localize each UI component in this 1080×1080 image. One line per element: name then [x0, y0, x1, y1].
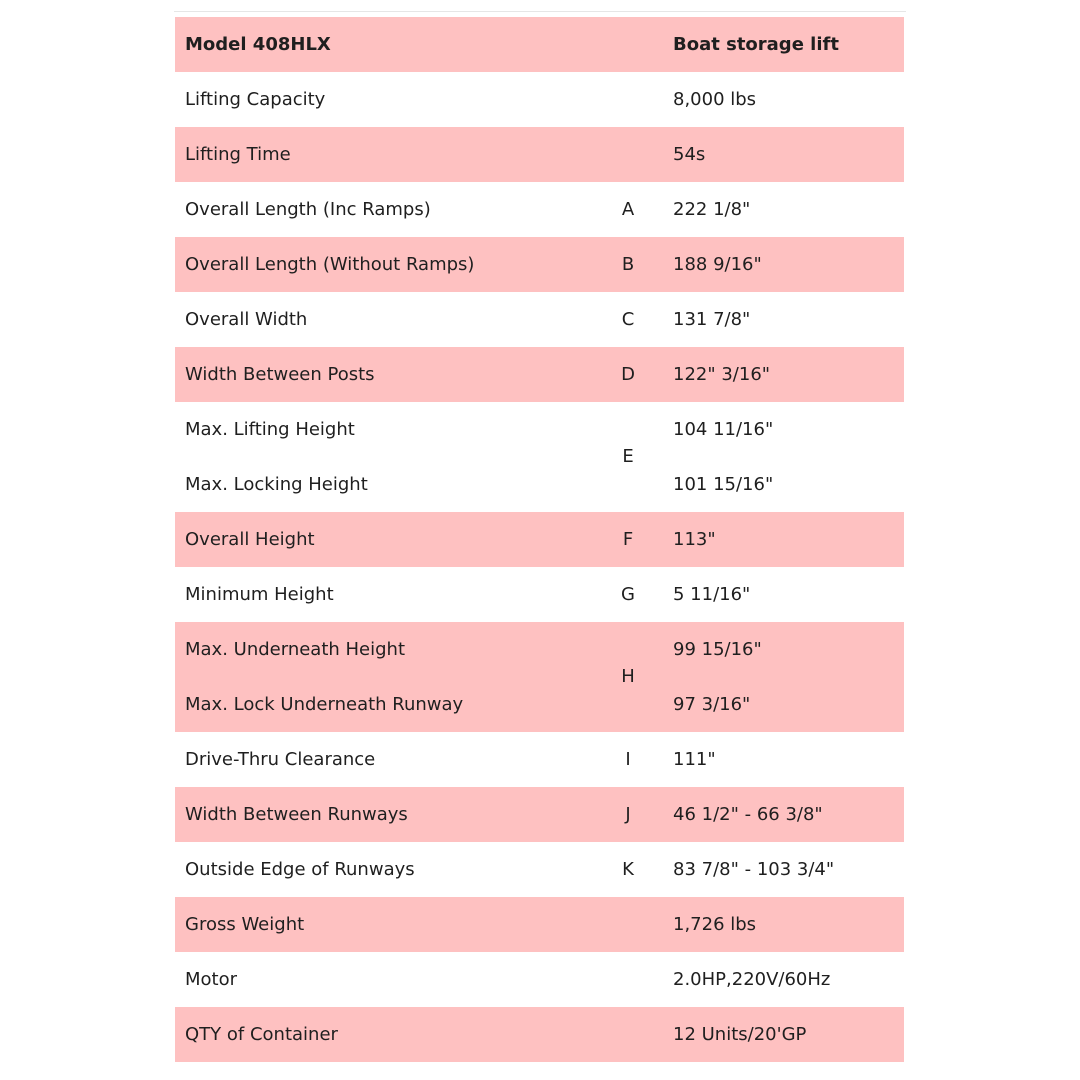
row-code: [593, 1007, 663, 1062]
row-code: I: [625, 748, 631, 770]
row-label: Motor: [185, 968, 238, 990]
row-value: 2.0HP,220V/60Hz: [673, 968, 831, 990]
table-header-row: [175, 17, 904, 72]
header-model: Model 408HLX: [175, 17, 593, 72]
row-code: [593, 127, 663, 182]
row-code: F: [593, 512, 663, 567]
row-label: Minimum Height: [185, 583, 334, 605]
table-row: [175, 237, 904, 292]
table-row: [175, 787, 904, 842]
row-label: Drive-Thru Clearance: [185, 748, 376, 770]
table-row: [175, 512, 904, 567]
table-row: [175, 952, 904, 1007]
row-code: D: [593, 347, 663, 402]
row-label: Width Between Posts: [175, 347, 593, 402]
row-value: 104 11/16": [673, 418, 774, 440]
row-label: Max. Lock Underneath Runway: [175, 677, 593, 732]
row-code: [593, 72, 663, 127]
row-label: Outside Edge of Runways: [185, 858, 415, 880]
row-code: K: [622, 858, 634, 880]
row-value: 1,726 lbs: [663, 897, 904, 952]
row-code: J: [593, 787, 663, 842]
table-row: [175, 732, 904, 787]
table-row: [175, 292, 904, 347]
row-value: 101 15/16": [673, 473, 774, 495]
row-label: QTY of Container: [175, 1007, 593, 1062]
row-value: 131 7/8": [673, 308, 751, 330]
row-label: Lifting Capacity: [185, 88, 326, 110]
row-code: [593, 897, 663, 952]
row-value: 54s: [663, 127, 904, 182]
row-value: 5 11/16": [673, 583, 751, 605]
row-label: Lifting Time: [175, 127, 593, 182]
row-code: [593, 952, 663, 1007]
row-value: 188 9/16": [663, 237, 904, 292]
row-code: H: [593, 622, 663, 732]
table-row: [175, 457, 904, 512]
row-label: Width Between Runways: [175, 787, 593, 842]
row-value: 111": [673, 748, 716, 770]
table-row: [175, 842, 904, 897]
table-row: [175, 622, 904, 677]
header-code: [593, 17, 663, 72]
table-row: [175, 677, 904, 732]
row-code: B: [593, 237, 663, 292]
row-value: 83 7/8" - 103 3/4": [673, 858, 835, 880]
row-value: 12 Units/20'GP: [663, 1007, 904, 1062]
row-value: 46 1/2" - 66 3/8": [663, 787, 904, 842]
row-value: 122" 3/16": [663, 347, 904, 402]
spec-table: [175, 17, 904, 1062]
table-top-rule: [174, 11, 906, 12]
table-row: [175, 72, 904, 127]
row-label: Overall Length (Inc Ramps): [185, 198, 431, 220]
table-row: [175, 347, 904, 402]
row-label: Gross Weight: [175, 897, 593, 952]
row-label: Overall Height: [175, 512, 593, 567]
row-label: Max. Locking Height: [185, 473, 368, 495]
row-value: 8,000 lbs: [673, 88, 757, 110]
row-code: E: [622, 446, 634, 467]
row-value: 222 1/8": [673, 198, 751, 220]
row-label: Overall Length (Without Ramps): [175, 237, 593, 292]
row-value: 97 3/16": [663, 677, 904, 732]
table-row: [175, 182, 904, 237]
row-value: 99 15/16": [663, 622, 904, 677]
header-product-type: Boat storage lift: [663, 17, 904, 72]
table-row: [175, 567, 904, 622]
row-code: C: [621, 308, 635, 330]
row-label: Max. Lifting Height: [185, 418, 355, 440]
table-row: [175, 127, 904, 182]
row-value: 113": [663, 512, 904, 567]
table-row: [175, 402, 904, 457]
row-code: G: [621, 583, 635, 605]
row-label: Max. Underneath Height: [175, 622, 593, 677]
row-label: Overall Width: [185, 308, 308, 330]
table-row: [175, 897, 904, 952]
table-row: [175, 1007, 904, 1062]
row-code: A: [621, 198, 635, 220]
